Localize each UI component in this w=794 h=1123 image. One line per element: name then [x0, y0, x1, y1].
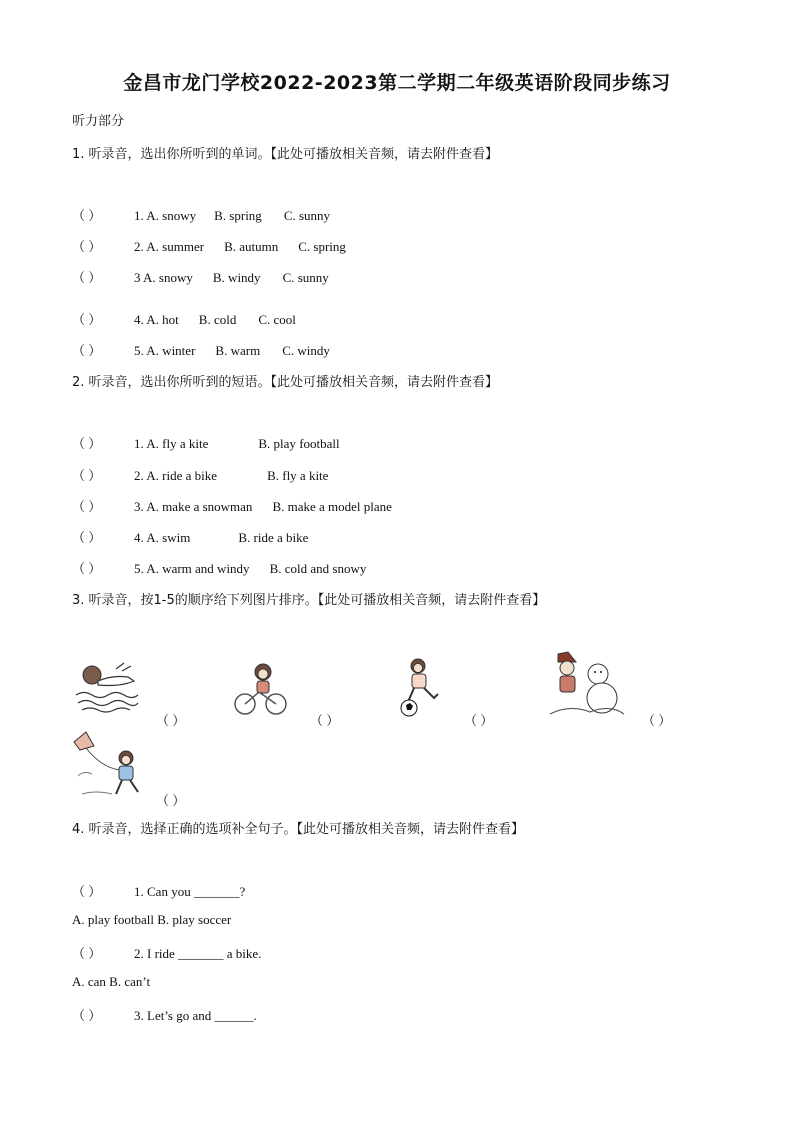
answer-blank[interactable]: （ ）: [72, 530, 102, 545]
answer-blank[interactable]: （ ）: [72, 468, 102, 483]
q4-item-1-options: A. play football B. play soccer: [72, 912, 232, 927]
q1-item-4: （ ） 4. A. hot B. cold C. cool: [72, 309, 296, 328]
question-2-prompt: 2. 听录音，选出你所听到的短语。【此处可播放相关音频，请去附件查看】: [72, 375, 499, 390]
answer-blank[interactable]: （ ）: [72, 239, 102, 254]
picture-5-blank[interactable]: （ ）: [156, 793, 186, 808]
making-snowman-picture: [548, 650, 626, 720]
q2-item-2: （ ） 2. A. ride a bike B. fly a kite: [72, 465, 328, 484]
riding-bike-picture: [232, 660, 288, 718]
page-title: 金昌市龙门学校2022-2023第二学期二年级英语阶段同步练习: [123, 72, 671, 94]
picture-4-blank[interactable]: （ ）: [642, 713, 672, 728]
playing-football-picture: [398, 656, 444, 718]
question-1-prompt: 1. 听录音，选出你所听到的单词。【此处可播放相关音频，请去附件查看】: [72, 147, 499, 162]
picture-3-blank[interactable]: （ ）: [464, 713, 494, 728]
q2-item-4: （ ） 4. A. swim B. ride a bike: [72, 527, 308, 546]
question-4-prompt: 4. 听录音，选择正确的选项补全句子。【此处可播放相关音频，请去附件查看】: [72, 822, 525, 837]
q4-item-3: （ ） 3. Let’s go and ______.: [72, 1005, 257, 1024]
q1-item-5: （ ） 5. A. winter B. warm C. windy: [72, 340, 330, 359]
q4-item-2-options: A. can B. can’t: [72, 974, 151, 989]
answer-blank[interactable]: （ ）: [72, 343, 102, 358]
answer-blank[interactable]: （ ）: [72, 436, 102, 451]
answer-blank[interactable]: （ ）: [72, 884, 102, 899]
picture-2-blank[interactable]: （ ）: [310, 713, 340, 728]
swimming-picture: [72, 655, 140, 713]
q4-item-1: （ ） 1. Can you _______?: [72, 881, 245, 900]
q1-item-3: （ ） 3 A. snowy B. windy C. sunny: [72, 267, 329, 286]
q2-item-1: （ ） 1. A. fly a kite B. play football: [72, 433, 340, 452]
section-label-listening: 听力部分: [72, 114, 125, 129]
answer-blank[interactable]: （ ）: [72, 208, 102, 223]
answer-blank[interactable]: （ ）: [72, 1008, 102, 1023]
picture-1-blank[interactable]: （ ）: [156, 713, 186, 728]
answer-blank[interactable]: （ ）: [72, 270, 102, 285]
flying-kite-picture: [72, 730, 142, 802]
question-3-prompt: 3. 听录音，按1-5的顺序给下列图片排序。【此处可播放相关音频，请去附件查看】: [72, 593, 546, 608]
q1-item-2: （ ） 2. A. summer B. autumn C. spring: [72, 236, 346, 255]
answer-blank[interactable]: （ ）: [72, 312, 102, 327]
q4-item-2: （ ） 2. I ride _______ a bike.: [72, 943, 261, 962]
answer-blank[interactable]: （ ）: [72, 946, 102, 961]
q2-item-5: （ ） 5. A. warm and windy B. cold and snowy: [72, 558, 366, 577]
q2-item-3: （ ） 3. A. make a snowman B. make a model plane: [72, 496, 392, 515]
answer-blank[interactable]: （ ）: [72, 499, 102, 514]
answer-blank[interactable]: （ ）: [72, 561, 102, 576]
q1-item-1: （ ） 1. A. snowy B. spring C. sunny: [72, 205, 330, 224]
